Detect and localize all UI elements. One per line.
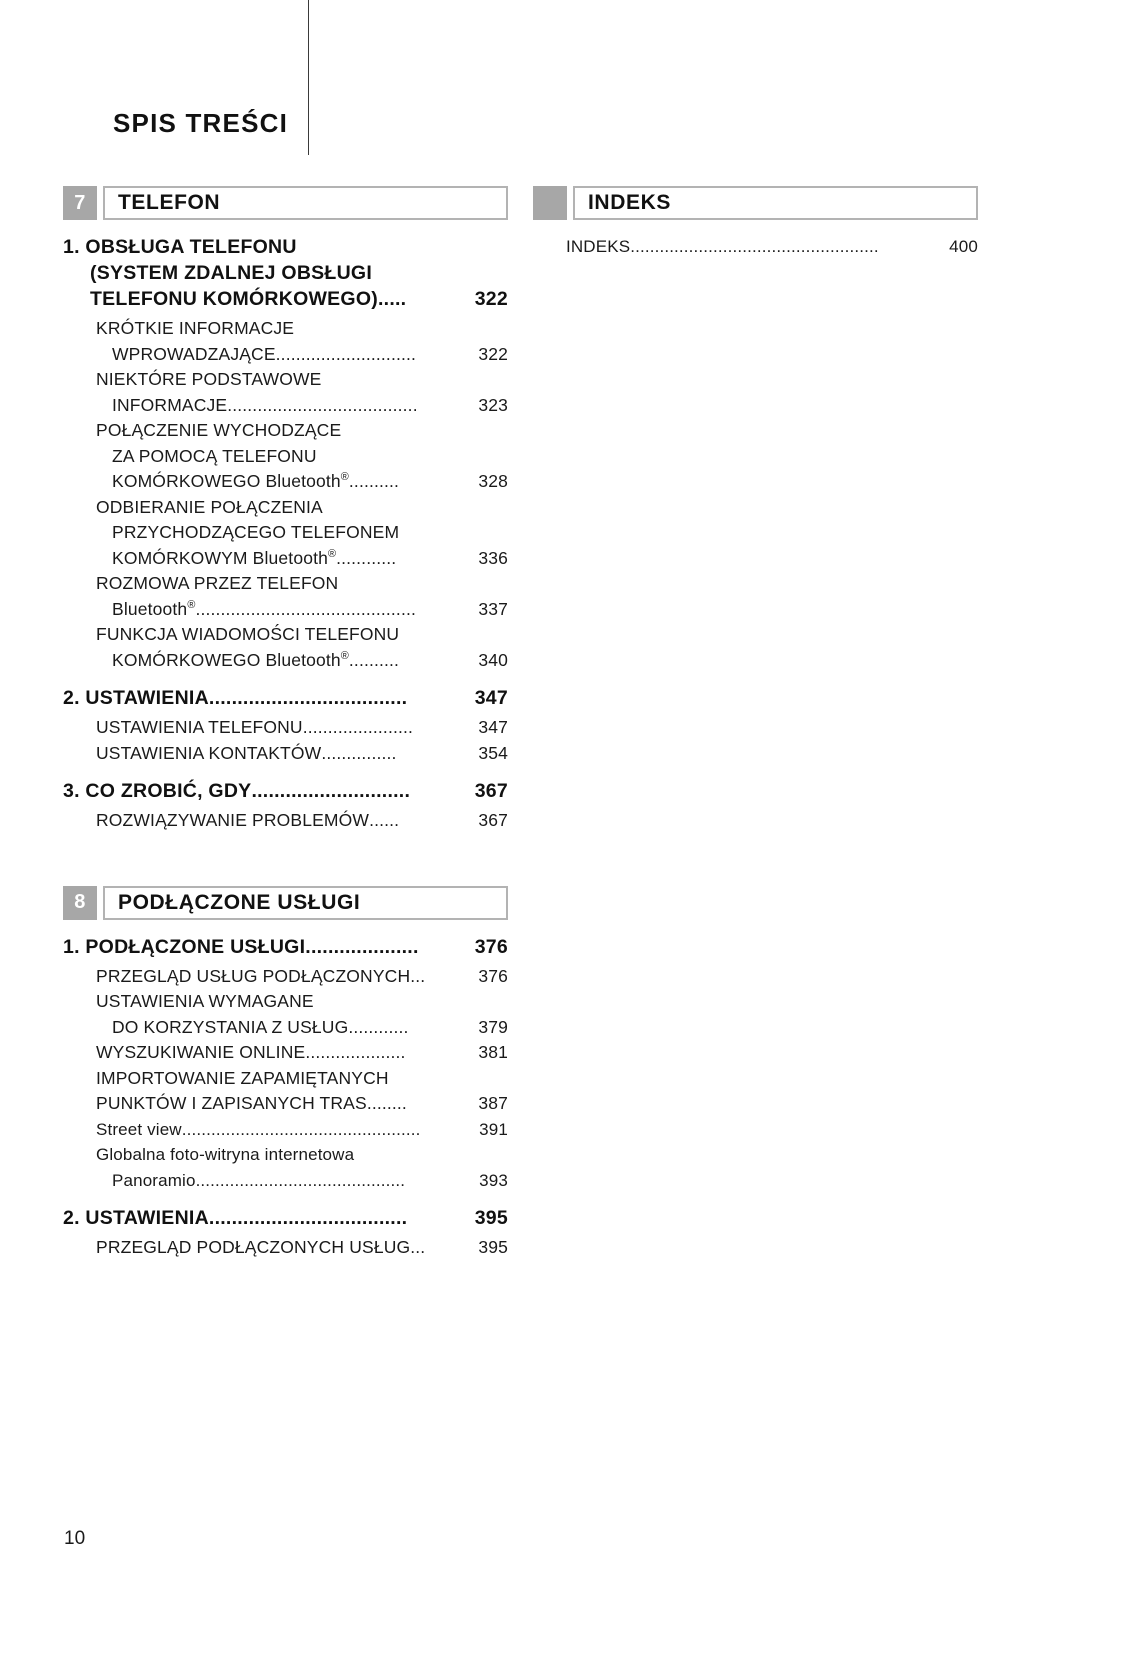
toc-entry[interactable] — [63, 622, 508, 673]
toc-entry-label: INDEKS — [566, 237, 631, 256]
toc-entry-line — [96, 1091, 508, 1117]
toc-entry-label: 1. OBSŁUGA TELEFONU — [63, 236, 297, 258]
toc-entry-label: Street view — [96, 1119, 182, 1139]
registered-mark: ® — [327, 547, 337, 560]
toc-dot-leader: ............................ — [275, 343, 417, 364]
chapter-title-label: PODŁĄCZONE USŁUGI — [118, 890, 361, 914]
toc-entry[interactable] — [63, 808, 508, 834]
toc-entry-label: PRZEGLĄD PODŁĄCZONYCH USŁUG — [96, 1237, 411, 1257]
registered-mark: ® — [340, 471, 349, 484]
toc-dot-leader: .................... — [305, 1042, 406, 1062]
toc-dot-leader: ........................................... — [195, 1170, 406, 1190]
page-number: 10 — [64, 1528, 86, 1549]
toc-entry-label: USTAWIENIA KONTAKTÓW — [96, 742, 322, 763]
toc-page-number: 323 — [478, 394, 508, 415]
toc-entry-line — [96, 989, 508, 1015]
chapter-title-box — [103, 186, 508, 220]
toc-dot-leader: ... — [410, 965, 426, 986]
toc-entry-label: 1. PODŁĄCZONE USŁUGI — [63, 935, 306, 958]
toc-page-number: 337 — [478, 598, 508, 619]
toc-entry-label: PRZEGLĄD USŁUG PODŁĄCZONYCH — [96, 965, 411, 986]
toc-entry-line — [63, 286, 508, 312]
toc-entry-line — [96, 1142, 508, 1168]
toc-dot-leader: ................................................... — [630, 237, 879, 256]
toc-entry-line — [96, 546, 508, 572]
registered-mark: ® — [340, 649, 349, 662]
toc-dot-leader: .......... — [348, 471, 400, 491]
toc-entry-label: ODBIERANIE POŁĄCZENIA — [96, 496, 323, 517]
toc-entry-line — [63, 234, 508, 260]
toc-entry-line — [96, 520, 508, 546]
toc-page-number: 367 — [478, 810, 508, 830]
toc-entry[interactable] — [63, 715, 508, 741]
toc-entry-line — [96, 648, 508, 674]
toc-entry-line — [96, 1066, 508, 1092]
toc-entry-line — [63, 778, 508, 804]
toc-entry-line — [96, 469, 508, 495]
chapter-block-telefon — [63, 186, 508, 834]
toc-entry-label: WYSZUKIWANIE ONLINE — [96, 1042, 306, 1062]
toc-entry[interactable] — [63, 1117, 508, 1143]
toc-entry-line — [96, 808, 508, 834]
toc-entry-label: Globalna foto-witryna internetowa — [96, 1145, 355, 1164]
toc-entry-label: FUNKCJA WIADOMOŚCI TELEFONU — [96, 624, 400, 644]
chapter-number-badge: 7 — [63, 186, 97, 220]
page-header — [0, 0, 1142, 160]
toc-page-number: 322 — [474, 288, 508, 310]
toc-dot-leader: ...................... — [302, 717, 413, 737]
toc-dot-leader: ... — [410, 1237, 426, 1257]
toc-entry-line — [63, 260, 508, 286]
toc-entry-line — [96, 495, 508, 521]
toc-entry-label: POŁĄCZENIE WYCHODZĄCE — [96, 420, 342, 440]
toc-entry[interactable] — [63, 1235, 508, 1261]
toc-entry-line — [96, 571, 508, 597]
toc-dot-leader: ............ — [348, 1016, 409, 1037]
toc-entry-line — [96, 418, 508, 444]
toc-entry-label: 3. CO ZROBIĆ, GDY — [63, 780, 252, 802]
toc-entry[interactable] — [63, 685, 508, 711]
toc-entry-line — [96, 1040, 508, 1066]
toc-dot-leader: ............................................ — [195, 598, 416, 619]
toc-dot-leader: ................................... — [208, 1207, 408, 1229]
chapter-number-badge — [533, 186, 567, 220]
toc-page-number: 400 — [949, 237, 978, 256]
chapter-title-box — [573, 186, 978, 220]
toc-page-number: 395 — [478, 1237, 508, 1257]
toc-page-number: 340 — [478, 649, 508, 670]
toc-dot-leader: ..... — [377, 288, 407, 310]
toc-page-number: 381 — [478, 1042, 508, 1062]
toc-entry-label: NIEKTÓRE PODSTAWOWE — [96, 369, 322, 389]
chapter-header-telefon — [63, 186, 508, 220]
toc-dot-leader: ...... — [369, 810, 400, 830]
toc-entry[interactable] — [63, 778, 508, 804]
toc-entry[interactable] — [63, 1040, 508, 1066]
toc-entry-label: 2. USTAWIENIA — [63, 687, 209, 709]
toc-entry[interactable] — [63, 367, 508, 418]
toc-entry[interactable] — [63, 741, 508, 767]
toc-dot-leader: ............ — [336, 547, 397, 568]
toc-entry-label: (SYSTEM ZDALNEJ OBSŁUGI — [90, 262, 373, 284]
toc-entry-line — [96, 316, 508, 342]
toc-page-number: 395 — [474, 1207, 508, 1229]
chapter-header-podlaczone-uslugi — [63, 886, 508, 920]
toc-entry-line — [63, 1205, 508, 1231]
toc-entry-line — [566, 234, 978, 260]
toc-entry[interactable] — [63, 316, 508, 367]
toc-entry-label: INFORMACJE — [112, 394, 228, 415]
toc-entry-line — [96, 1015, 508, 1041]
toc-page-number: 336 — [478, 547, 508, 568]
toc-page-number: 367 — [474, 780, 508, 802]
toc-entry-label: KOMÓRKOWYM Bluetooth® — [112, 547, 337, 568]
toc-entry-line — [63, 934, 508, 960]
registered-mark: ® — [187, 598, 196, 611]
chapter-title-label: TELEFON — [118, 191, 221, 214]
toc-page-number: 376 — [474, 935, 508, 958]
toc-entry-line — [96, 393, 508, 419]
toc-page-number: 347 — [478, 717, 508, 737]
toc-entry-label: PRZYCHODZĄCEGO TELEFONEM — [112, 522, 400, 542]
toc-entry[interactable] — [63, 934, 508, 960]
toc-entry-label: WPROWADZAJĄCE — [112, 343, 276, 364]
toc-page-number: 354 — [478, 742, 508, 763]
toc-entry-line — [96, 741, 508, 767]
toc-entry-line — [96, 1117, 508, 1143]
toc-left-column — [63, 186, 508, 1271]
chapter-number-badge: 8 — [63, 886, 97, 920]
toc-entry-label: DO KORZYSTANIA Z USŁUG — [112, 1016, 349, 1037]
toc-page-number: 387 — [478, 1093, 508, 1113]
chapter-block-indeks — [533, 186, 978, 260]
toc-page-number: 393 — [479, 1170, 508, 1190]
toc-entry-line — [96, 715, 508, 741]
toc-entry-label: Bluetooth® — [112, 598, 196, 619]
toc-entry-label: ZA POMOCĄ TELEFONU — [112, 445, 317, 466]
toc-entry-label: KOMÓRKOWEGO Bluetooth® — [112, 649, 349, 670]
toc-entry-label: 2. USTAWIENIA — [63, 1207, 209, 1229]
toc-entry-line — [96, 597, 508, 623]
toc-entry-line — [96, 342, 508, 368]
toc-dot-leader: .................... — [305, 935, 419, 958]
toc-entry[interactable] — [63, 1142, 508, 1193]
toc-entry[interactable] — [63, 1066, 508, 1117]
toc-entry[interactable] — [63, 234, 508, 312]
toc-page-number: 328 — [478, 471, 508, 491]
toc-entry-label: USTAWIENIA TELEFONU — [96, 717, 303, 737]
toc-entry[interactable] — [63, 495, 508, 572]
toc-right-column — [533, 186, 978, 270]
toc-dot-leader: .......... — [348, 649, 400, 670]
toc-entry-line — [96, 622, 508, 648]
chapter-entries-indeks — [533, 234, 978, 260]
toc-entry-label: KRÓTKIE INFORMACJE — [96, 318, 295, 338]
toc-entry-label: ROZMOWA PRZEZ TELEFON — [96, 573, 339, 593]
toc-entry-line — [96, 367, 508, 393]
page-title: SPIS TREŚCI — [113, 108, 289, 138]
toc-entry-label: IMPORTOWANIE ZAPAMIĘTANYCH — [96, 1067, 389, 1088]
header-divider-rule — [308, 0, 309, 155]
toc-entry-label: PUNKTÓW I ZAPISANYCH TRAS — [96, 1093, 367, 1113]
toc-entry-label: USTAWIENIA WYMAGANE — [96, 991, 314, 1011]
toc-dot-leader: ............................ — [251, 780, 411, 802]
toc-entry[interactable] — [63, 418, 508, 495]
toc-entry-line — [96, 1168, 508, 1194]
toc-page-number: 391 — [479, 1119, 508, 1139]
toc-page-number: 376 — [478, 965, 508, 986]
toc-entry[interactable] — [63, 571, 508, 622]
toc-entry[interactable] — [63, 989, 508, 1040]
toc-entry-line — [63, 685, 508, 711]
toc-entry[interactable] — [533, 234, 978, 260]
chapter-entries-telefon — [63, 234, 508, 834]
chapter-entries-podlaczone-uslugi — [63, 934, 508, 1261]
toc-dot-leader: ...................................... — [227, 394, 418, 415]
toc-dot-leader: ................................................. — [181, 1119, 421, 1139]
chapter-header-indeks — [533, 186, 978, 220]
toc-entry-line — [96, 964, 508, 990]
toc-dot-leader: ........ — [366, 1093, 407, 1113]
chapter-title-box — [103, 886, 508, 920]
toc-entry-label: KOMÓRKOWEGO Bluetooth® — [112, 471, 349, 491]
toc-entry-label: ROZWIĄZYWANIE PROBLEMÓW — [96, 810, 370, 830]
toc-entry[interactable] — [63, 964, 508, 990]
chapter-block-podlaczone-uslugi — [63, 886, 508, 1261]
toc-page-number: 322 — [478, 343, 508, 364]
chapter-title-label: INDEKS — [588, 191, 671, 214]
toc-dot-leader: ................................... — [208, 687, 408, 709]
toc-entry[interactable] — [63, 1205, 508, 1231]
toc-dot-leader: ............... — [321, 742, 397, 763]
toc-entry-label: Panoramio — [112, 1170, 196, 1190]
toc-entry-line — [96, 1235, 508, 1261]
toc-entry-line — [96, 444, 508, 470]
toc-page-number: 347 — [474, 687, 508, 709]
toc-page-number: 379 — [478, 1016, 508, 1037]
toc-entry-label: TELEFONU KOMÓRKOWEGO) — [90, 288, 378, 310]
